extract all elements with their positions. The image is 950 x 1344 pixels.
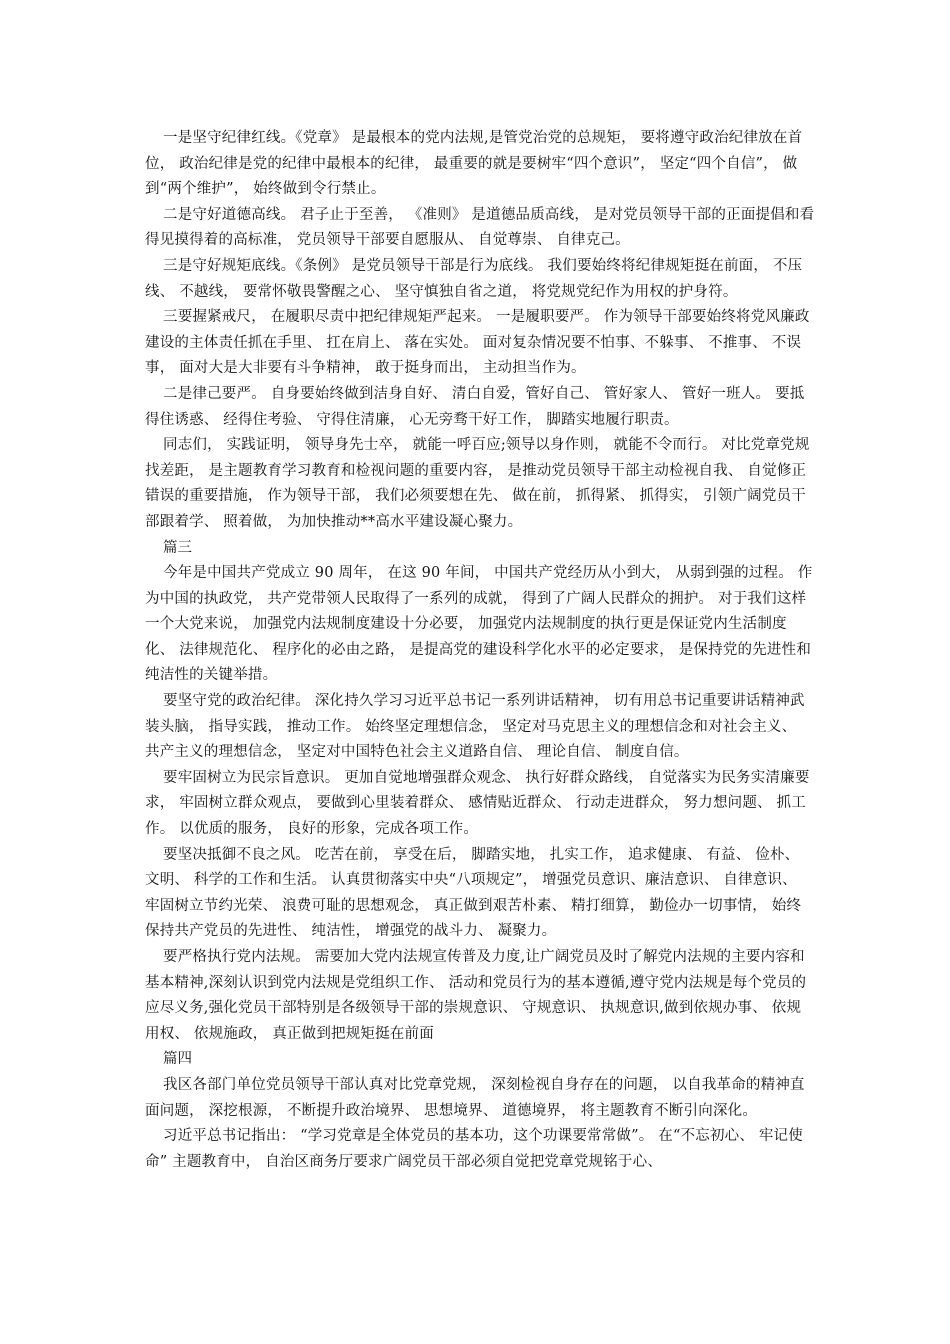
document-body (145, 126, 815, 1175)
paragraph: 一是坚守纪律红线。《党章》 是最根本的党内法规,是管党治党的总规矩， 要将遵守政治纪律放在首位， 政治纪律是党的纪律中最根本的纪律， 最重要的就是要树牢“四个意识”， 坚定“四个自信”， 做到“两个维护”， 始终做到令行禁止。 (145, 130, 803, 198)
paragraph: 三是守好规矩底线。《条例》 是党员领导干部是行为底线。 我们要始终将纪律规矩挺在前面， 不压线、 不越线， 要常怀敬畏警醒之心、 坚守慎独自省之道， 将党规党纪作为用权的护身符。 (145, 257, 803, 300)
paragraph: 同志们， 实践证明， 领导身先士卒， 就能一呼百应;领导以身作则， 就能不令而行。 对比党章党规找差距， 是主题教育学习教育和检视问题的重要内容， 是推动党员领导干部主动检视自我、 自觉修正错误的重要措施， 作为领导干部， 我们必须要想在先、 做在前， 抓得紧、 抓得实， 引领广阔党员干部跟着学、 照着做， 为加快推动**高水平建设凝心聚力。 (145, 437, 810, 530)
paragraph: 今年是中国共产党成立 90 周年， 在这 90 年间， 中国共产党经历从小到大， 从弱到强的过程。 作为中国的执政党， 共产党带领人民取得了一系列的成就， 得到了广阔人民群众的拥护。 对于我们这样一个大党来说， 加强党内法规制度建设十分必要， 加强党内法规制度的执行更是保证党内生活制度化、 法律规范化、 程序化的必由之路， 是提高党的建设科学化水平的必定要求， 是保持党的先进性和纯洁性的关键举措。 (145, 565, 813, 684)
paragraph: 我区各部门单位党员领导干部认真对比党章党规， 深刻检视自身存在的问题， 以自我革命的精神直面问题， 深挖根源， 不断提升政治境界、 思想境界、 道德境界， 将主题教育不断引向深化。 (145, 1076, 805, 1119)
section-heading: 篇四 (163, 1051, 192, 1068)
paragraph: 要坚守党的政治纪律。 深化持久学习习近平总书记一系列讲话精神， 切有用总书记重要讲话精神武装头脑， 指导实践， 推动工作。 始终坚定理想信念， 坚定对马克思主义的理想信念和对社会主义、 共产主义的理想信念， 坚定对中国特色社会主义道路自信、 理论自信、 制度自信。 (145, 693, 805, 761)
paragraph: 要坚决抵御不良之风。 吃苦在前， 享受在后， 脚踏实地， 扎实工作， 追求健康、 有益、 俭朴、 文明、 科学的工作和生活。 认真贯彻落实中央“八项规定”， 增强党员意识、廉洁意识、 自律意识、 牢固树立节约光荣、 浪费可耻的思想观念， 真正做到艰苦朴素、 精打细算， 勤俭办一切事情， 始终保持共产党员的先进性、 纯洁性， 增强党的战斗力、 凝聚力。 (145, 846, 802, 940)
paragraph: 要牢固树立为民宗旨意识。 更加自觉地增强群众观念、 执行好群众路线， 自觉落实为民务实清廉要求， 牢固树立群众观点， 要做到心里装着群众、 感情贴近群众、 行动走进群众， 努力想问题、 抓工作。 以优质的服务， 良好的形象，完成各项工作。 (145, 769, 810, 838)
paragraph: 习近平总书记指出： “学习党章是全体党员的基本功，这个功课要常常做”。 在“不忘初心、 牢记使命” 主题教育中， 自治区商务厅要求广阔党员干部必须自觉把党章党规铭于心、 (145, 1128, 803, 1170)
paragraph: 三要握紧戒尺， 在履职尽责中把纪律规矩严起来。 一是履职要严。 作为领导干部要始终将党风廉政建设的主体责任抓在手里、 扛在肩上、 落在实处。 面对复杂情况要不怕事、不躲事、 不推事、 不误事， 面对大是大非要有斗争精神， 敢于挺身而出， 主动担当作为。 (145, 309, 810, 377)
paragraph: 二是律己要严。 自身要始终做到洁身自好、 清白自爱，管好自己、 管好家人、 管好一班人。 要抵得住诱惑、 经得住考验、 守得住清廉， 心无旁骛干好工作， 脚踏实地履行职责。 (145, 385, 805, 428)
section-heading: 篇三 (163, 539, 192, 556)
paragraph: 要严格执行党内法规。 需要加大党内法规宣传普及力度,让广阔党员及时了解党内法规的主要内容和基本精神,深刻认识到党内法规是党组织工作、 活动和党员行为的基本遵循,遵守党内法规是每个党员的应尽义务,强化党员干部特别是各级领导干部的崇规意识、 守规意识、 执规意识,做到依规办事、 依规用权、 依规施政， 真正做到把规矩挺在前面 (145, 949, 807, 1042)
paragraph: 二是守好道德高线。 君子止于至善， 《准则》 是道德品质高线， 是对党员领导干部的正面提倡和看得见摸得着的高标准， 党员领导干部要自愿服从、 自觉尊崇、 自律克己。 (145, 206, 815, 249)
